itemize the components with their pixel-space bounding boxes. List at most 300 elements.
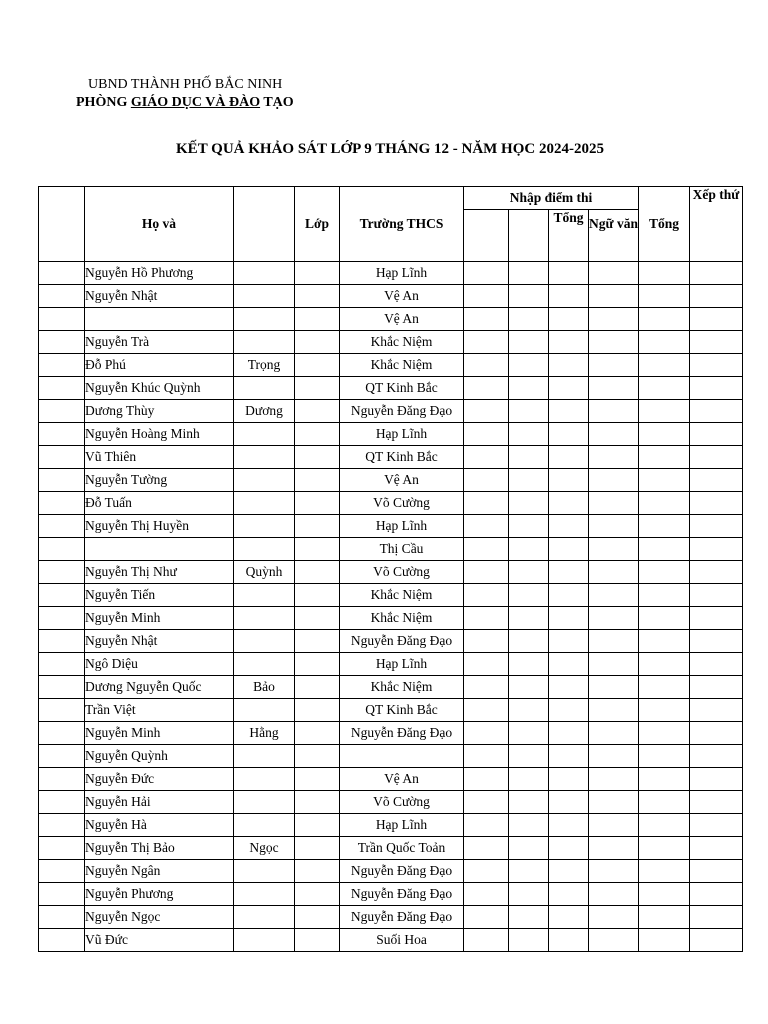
- cell-given-name: [234, 492, 295, 515]
- cell-lop: [295, 423, 340, 446]
- cell-school: Hạp Lĩnh: [340, 262, 464, 285]
- table-row: [39, 400, 743, 423]
- cell-name: Nguyễn Ngọc: [85, 906, 234, 929]
- table-row: [39, 883, 743, 906]
- cell-given-name: [234, 929, 295, 952]
- cell-score-ngu-van: [589, 860, 639, 883]
- cell-score-2: [509, 653, 549, 676]
- cell-school: Nguyễn Đăng Đạo: [340, 722, 464, 745]
- cell-score-ngu-van: [589, 791, 639, 814]
- cell-xep-thu: [690, 906, 743, 929]
- cell-tong: [639, 906, 690, 929]
- cell-name: Nguyễn Ngân: [85, 860, 234, 883]
- cell-xep-thu: [690, 929, 743, 952]
- cell-xep-thu: [690, 492, 743, 515]
- cell-score-2: [509, 906, 549, 929]
- cell-name: Nguyễn Thị Bảo: [85, 837, 234, 860]
- cell-xep-thu: [690, 377, 743, 400]
- cell-lop: [295, 492, 340, 515]
- table-row: [39, 308, 743, 331]
- cell-tong: [639, 331, 690, 354]
- cell-school: Vệ An: [340, 768, 464, 791]
- cell-school: Khắc Niệm: [340, 676, 464, 699]
- cell-tong: [639, 354, 690, 377]
- cell-lop: [295, 607, 340, 630]
- cell-given-name: [234, 699, 295, 722]
- cell-lop: [295, 653, 340, 676]
- cell-xep-thu: [690, 308, 743, 331]
- cell-stt: [39, 423, 85, 446]
- cell-xep-thu: [690, 860, 743, 883]
- cell-xep-thu: [690, 607, 743, 630]
- department-heading-part1: PHÒNG: [76, 95, 131, 110]
- cell-tong: [639, 791, 690, 814]
- header-sub-1: [464, 210, 509, 262]
- header-sub-2: [509, 210, 549, 262]
- cell-score-tong: [549, 538, 589, 561]
- cell-given-name: [234, 791, 295, 814]
- cell-score-2: [509, 377, 549, 400]
- header-ho-va: Họ và: [85, 187, 234, 262]
- cell-stt: [39, 561, 85, 584]
- cell-xep-thu: [690, 423, 743, 446]
- cell-score-2: [509, 584, 549, 607]
- cell-stt: [39, 515, 85, 538]
- cell-score-ngu-van: [589, 262, 639, 285]
- cell-tong: [639, 883, 690, 906]
- table-row: [39, 745, 743, 768]
- cell-stt: [39, 446, 85, 469]
- cell-tong: [639, 285, 690, 308]
- cell-score-2: [509, 262, 549, 285]
- cell-score-tong: [549, 699, 589, 722]
- cell-xep-thu: [690, 331, 743, 354]
- document-title: KẾT QUẢ KHẢO SÁT LỚP 9 THÁNG 12 - NĂM HỌC 2024-2025: [176, 141, 604, 157]
- cell-score-2: [509, 791, 549, 814]
- cell-lop: [295, 515, 340, 538]
- cell-lop: [295, 929, 340, 952]
- cell-given-name: [234, 653, 295, 676]
- cell-lop: [295, 883, 340, 906]
- table-row: [39, 446, 743, 469]
- cell-tong: [639, 584, 690, 607]
- cell-score-1: [464, 653, 509, 676]
- cell-tong: [639, 837, 690, 860]
- cell-score-tong: [549, 584, 589, 607]
- cell-score-ngu-van: [589, 584, 639, 607]
- table-row: [39, 630, 743, 653]
- table-row: [39, 699, 743, 722]
- cell-school: Hạp Lĩnh: [340, 653, 464, 676]
- cell-tong: [639, 653, 690, 676]
- cell-score-2: [509, 929, 549, 952]
- cell-stt: [39, 285, 85, 308]
- cell-given-name: Dương: [234, 400, 295, 423]
- cell-score-1: [464, 561, 509, 584]
- table-row: [39, 607, 743, 630]
- cell-given-name: [234, 630, 295, 653]
- cell-score-ngu-van: [589, 699, 639, 722]
- cell-score-tong: [549, 423, 589, 446]
- cell-stt: [39, 722, 85, 745]
- cell-score-1: [464, 515, 509, 538]
- cell-score-1: [464, 837, 509, 860]
- cell-score-2: [509, 515, 549, 538]
- cell-score-tong: [549, 285, 589, 308]
- cell-score-1: [464, 607, 509, 630]
- cell-score-tong: [549, 837, 589, 860]
- cell-lop: [295, 331, 340, 354]
- table-row: [39, 906, 743, 929]
- department-heading-part2: TẠO: [260, 95, 294, 110]
- cell-score-1: [464, 883, 509, 906]
- department-heading-underlined: GIÁO DỤC VÀ ĐÀO: [130, 95, 261, 110]
- cell-school: Khắc Niệm: [340, 607, 464, 630]
- cell-lop: [295, 906, 340, 929]
- cell-school: Võ Cường: [340, 791, 464, 814]
- cell-score-tong: [549, 768, 589, 791]
- cell-given-name: [234, 607, 295, 630]
- cell-score-ngu-van: [589, 722, 639, 745]
- cell-score-tong: [549, 630, 589, 653]
- cell-xep-thu: [690, 699, 743, 722]
- cell-stt: [39, 860, 85, 883]
- cell-school: Thị Cầu: [340, 538, 464, 561]
- cell-tong: [639, 308, 690, 331]
- cell-lop: [295, 630, 340, 653]
- cell-given-name: Quỳnh: [234, 561, 295, 584]
- cell-lop: [295, 377, 340, 400]
- cell-score-1: [464, 906, 509, 929]
- cell-school: Hạp Lĩnh: [340, 423, 464, 446]
- cell-score-tong: [549, 469, 589, 492]
- cell-tong: [639, 768, 690, 791]
- table-row: [39, 538, 743, 561]
- cell-given-name: [234, 584, 295, 607]
- cell-school: Khắc Niệm: [340, 584, 464, 607]
- cell-score-1: [464, 699, 509, 722]
- cell-score-ngu-van: [589, 561, 639, 584]
- table-row: [39, 860, 743, 883]
- cell-stt: [39, 791, 85, 814]
- cell-tong: [639, 699, 690, 722]
- cell-score-1: [464, 768, 509, 791]
- cell-score-tong: [549, 331, 589, 354]
- cell-stt: [39, 377, 85, 400]
- cell-score-1: [464, 584, 509, 607]
- cell-given-name: [234, 745, 295, 768]
- cell-score-1: [464, 676, 509, 699]
- cell-score-1: [464, 745, 509, 768]
- cell-school: QT Kinh Bắc: [340, 699, 464, 722]
- cell-tong: [639, 492, 690, 515]
- table-row: [39, 515, 743, 538]
- cell-stt: [39, 837, 85, 860]
- cell-name: Ngô Diệu: [85, 653, 234, 676]
- cell-name: Nguyễn Nhật: [85, 285, 234, 308]
- cell-score-2: [509, 699, 549, 722]
- cell-score-ngu-van: [589, 745, 639, 768]
- cell-school: Vệ An: [340, 285, 464, 308]
- cell-given-name: [234, 515, 295, 538]
- cell-stt: [39, 469, 85, 492]
- cell-given-name: [234, 538, 295, 561]
- cell-score-2: [509, 354, 549, 377]
- header-nhap-diem: Nhập điểm thi: [464, 187, 639, 210]
- cell-school: Khắc Niệm: [340, 354, 464, 377]
- cell-score-ngu-van: [589, 906, 639, 929]
- cell-score-tong: [549, 814, 589, 837]
- cell-given-name: [234, 446, 295, 469]
- cell-lop: [295, 676, 340, 699]
- cell-given-name: [234, 377, 295, 400]
- table-row: [39, 768, 743, 791]
- results-table: [38, 186, 743, 952]
- table-row: [39, 791, 743, 814]
- cell-score-2: [509, 607, 549, 630]
- cell-score-tong: [549, 860, 589, 883]
- cell-score-2: [509, 492, 549, 515]
- cell-school: Hạp Lĩnh: [340, 515, 464, 538]
- cell-name: Nguyễn Thị Huyền: [85, 515, 234, 538]
- cell-name: Nguyễn Thị Như: [85, 561, 234, 584]
- cell-xep-thu: [690, 745, 743, 768]
- cell-given-name: [234, 860, 295, 883]
- cell-given-name: [234, 285, 295, 308]
- table-row: [39, 837, 743, 860]
- cell-stt: [39, 538, 85, 561]
- cell-name: [85, 308, 234, 331]
- department-heading: [76, 95, 294, 111]
- cell-stt: [39, 883, 85, 906]
- cell-score-1: [464, 285, 509, 308]
- cell-tong: [639, 515, 690, 538]
- cell-score-ngu-van: [589, 929, 639, 952]
- cell-lop: [295, 860, 340, 883]
- cell-given-name: Hằng: [234, 722, 295, 745]
- cell-score-2: [509, 285, 549, 308]
- cell-score-ngu-van: [589, 515, 639, 538]
- cell-tong: [639, 745, 690, 768]
- cell-school: Nguyễn Đăng Đạo: [340, 883, 464, 906]
- cell-score-tong: [549, 262, 589, 285]
- cell-stt: [39, 308, 85, 331]
- cell-xep-thu: [690, 630, 743, 653]
- cell-tong: [639, 630, 690, 653]
- table-row: [39, 331, 743, 354]
- cell-lop: [295, 308, 340, 331]
- cell-score-1: [464, 469, 509, 492]
- cell-tong: [639, 423, 690, 446]
- cell-score-tong: [549, 929, 589, 952]
- table-row: [39, 262, 743, 285]
- cell-score-1: [464, 722, 509, 745]
- cell-score-ngu-van: [589, 768, 639, 791]
- cell-name: Nguyễn Tiến: [85, 584, 234, 607]
- cell-lop: [295, 354, 340, 377]
- cell-score-ngu-van: [589, 883, 639, 906]
- cell-name: Nguyễn Hoàng Minh: [85, 423, 234, 446]
- cell-tong: [639, 722, 690, 745]
- cell-school: Nguyễn Đăng Đạo: [340, 630, 464, 653]
- cell-score-1: [464, 354, 509, 377]
- cell-xep-thu: [690, 584, 743, 607]
- cell-stt: [39, 906, 85, 929]
- cell-xep-thu: [690, 400, 743, 423]
- cell-tong: [639, 262, 690, 285]
- table-row: [39, 285, 743, 308]
- cell-score-ngu-van: [589, 837, 639, 860]
- cell-score-tong: [549, 354, 589, 377]
- cell-stt: [39, 929, 85, 952]
- cell-score-1: [464, 791, 509, 814]
- cell-lop: [295, 699, 340, 722]
- cell-xep-thu: [690, 837, 743, 860]
- cell-xep-thu: [690, 515, 743, 538]
- cell-xep-thu: [690, 768, 743, 791]
- cell-lop: [295, 400, 340, 423]
- cell-school: QT Kinh Bắc: [340, 446, 464, 469]
- cell-school: Nguyễn Đăng Đạo: [340, 860, 464, 883]
- table-row: [39, 492, 743, 515]
- cell-score-ngu-van: [589, 308, 639, 331]
- cell-score-2: [509, 814, 549, 837]
- table-row: [39, 423, 743, 446]
- cell-score-2: [509, 860, 549, 883]
- cell-score-ngu-van: [589, 423, 639, 446]
- cell-score-ngu-van: [589, 446, 639, 469]
- table-row: [39, 929, 743, 952]
- cell-score-2: [509, 745, 549, 768]
- cell-score-2: [509, 768, 549, 791]
- cell-name: Đỗ Phú: [85, 354, 234, 377]
- cell-tong: [639, 446, 690, 469]
- header-sub-ngu-van: Ngữ văn: [589, 210, 639, 262]
- cell-name: Nguyễn Minh: [85, 722, 234, 745]
- cell-given-name: [234, 768, 295, 791]
- cell-score-2: [509, 469, 549, 492]
- cell-name: Nguyễn Trà: [85, 331, 234, 354]
- table-row: [39, 722, 743, 745]
- cell-score-ngu-van: [589, 538, 639, 561]
- cell-name: Dương Nguyễn Quốc: [85, 676, 234, 699]
- cell-school: Võ Cường: [340, 561, 464, 584]
- cell-score-tong: [549, 653, 589, 676]
- cell-tong: [639, 676, 690, 699]
- cell-school: QT Kinh Bắc: [340, 377, 464, 400]
- cell-score-2: [509, 883, 549, 906]
- cell-score-ngu-van: [589, 377, 639, 400]
- cell-lop: [295, 745, 340, 768]
- cell-school: Suối Hoa: [340, 929, 464, 952]
- cell-score-ngu-van: [589, 331, 639, 354]
- cell-name: [85, 538, 234, 561]
- cell-given-name: Trọng: [234, 354, 295, 377]
- cell-lop: [295, 722, 340, 745]
- cell-name: Nguyễn Phương: [85, 883, 234, 906]
- cell-score-tong: [549, 745, 589, 768]
- cell-given-name: [234, 814, 295, 837]
- header-xep-thu: Xếp thứ: [690, 187, 743, 262]
- cell-given-name: [234, 906, 295, 929]
- cell-school: Trần Quốc Toản: [340, 837, 464, 860]
- cell-stt: [39, 354, 85, 377]
- cell-name: Nguyễn Đức: [85, 768, 234, 791]
- cell-score-1: [464, 331, 509, 354]
- table-row: [39, 814, 743, 837]
- cell-lop: [295, 538, 340, 561]
- cell-xep-thu: [690, 469, 743, 492]
- cell-score-ngu-van: [589, 285, 639, 308]
- cell-lop: [295, 791, 340, 814]
- cell-xep-thu: [690, 446, 743, 469]
- cell-stt: [39, 607, 85, 630]
- cell-lop: [295, 561, 340, 584]
- cell-xep-thu: [690, 262, 743, 285]
- cell-score-1: [464, 308, 509, 331]
- cell-name: Nguyễn Hồ Phương: [85, 262, 234, 285]
- cell-score-tong: [549, 722, 589, 745]
- cell-name: Trần Việt: [85, 699, 234, 722]
- header-stt: [39, 187, 85, 262]
- cell-school: Nguyễn Đăng Đạo: [340, 400, 464, 423]
- cell-score-tong: [549, 883, 589, 906]
- cell-given-name: [234, 262, 295, 285]
- cell-lop: [295, 584, 340, 607]
- cell-score-2: [509, 538, 549, 561]
- cell-tong: [639, 929, 690, 952]
- cell-xep-thu: [690, 883, 743, 906]
- cell-stt: [39, 653, 85, 676]
- cell-score-1: [464, 492, 509, 515]
- cell-tong: [639, 860, 690, 883]
- cell-tong: [639, 607, 690, 630]
- department-parent-heading: UBND THÀNH PHỐ BẮC NINH: [88, 77, 283, 92]
- cell-score-tong: [549, 515, 589, 538]
- cell-xep-thu: [690, 653, 743, 676]
- header-lop: Lớp: [295, 187, 340, 262]
- cell-score-2: [509, 676, 549, 699]
- cell-score-tong: [549, 676, 589, 699]
- cell-school: Vệ An: [340, 308, 464, 331]
- cell-tong: [639, 814, 690, 837]
- cell-score-1: [464, 860, 509, 883]
- cell-score-2: [509, 446, 549, 469]
- cell-lop: [295, 768, 340, 791]
- cell-stt: [39, 492, 85, 515]
- cell-xep-thu: [690, 722, 743, 745]
- cell-score-ngu-van: [589, 607, 639, 630]
- header-truong: Trường THCS: [340, 187, 464, 262]
- cell-stt: [39, 400, 85, 423]
- cell-school: Võ Cường: [340, 492, 464, 515]
- cell-given-name: [234, 308, 295, 331]
- cell-name: Nguyễn Khúc Quỳnh: [85, 377, 234, 400]
- cell-name: Nguyễn Nhật: [85, 630, 234, 653]
- cell-school: [340, 745, 464, 768]
- table-row: [39, 469, 743, 492]
- cell-xep-thu: [690, 561, 743, 584]
- header-sub-tong: Tổng: [549, 210, 589, 262]
- cell-given-name: Ngọc: [234, 837, 295, 860]
- cell-score-1: [464, 929, 509, 952]
- cell-score-tong: [549, 308, 589, 331]
- cell-score-ngu-van: [589, 492, 639, 515]
- table-row: [39, 584, 743, 607]
- cell-stt: [39, 331, 85, 354]
- cell-score-tong: [549, 400, 589, 423]
- table-row: [39, 561, 743, 584]
